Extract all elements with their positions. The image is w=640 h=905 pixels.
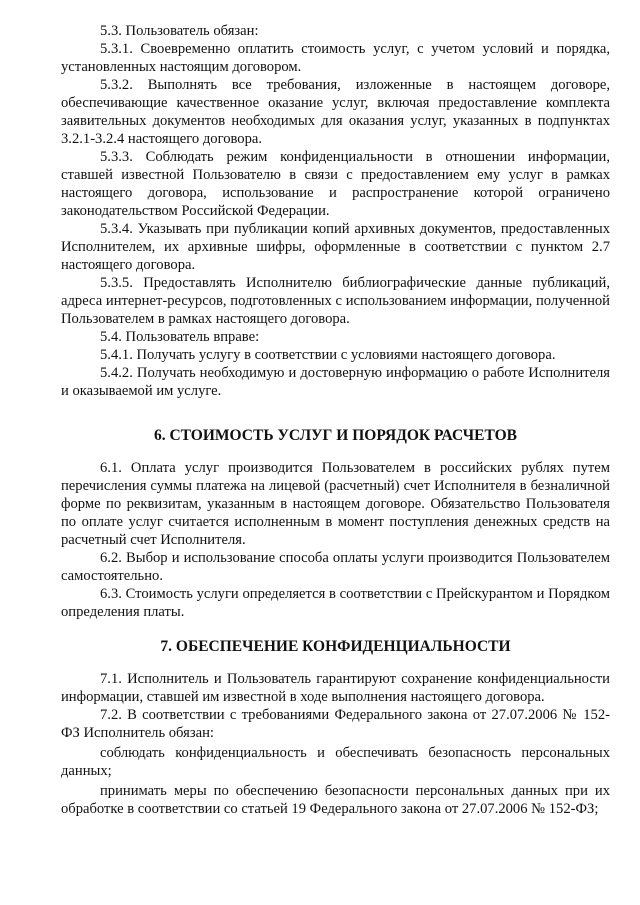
clause-5-3: 5.3. Пользователь обязан: (100, 23, 259, 39)
clause-5-3-3: 5.3.3. Соблюдать режим конфиденциальности в отношении информации, ставшей известной Пользователю в связи с предоставлением ему услуг в рамках настоящего договора, использование и распространение которой ограничено законодательством Российской Федерации. (61, 149, 610, 219)
clause-5-4-2: 5.4.2. Получать необходимую и достоверную информацию о работе Исполнителя и оказываемой им услуге. (61, 365, 610, 399)
clause-5-4-1: 5.4.1. Получать услугу в соответствии с условиями настоящего договора. (100, 347, 556, 363)
clause-7-1: 7.1. Исполнитель и Пользователь гарантируют сохранение конфиденциальности информации, ставшей им известной в ходе выполнения настоящего договора. (61, 671, 610, 705)
section-7-heading: 7. ОБЕСПЕЧЕНИЕ КОНФИДЕНЦИАЛЬНОСТИ (160, 638, 511, 655)
section-6-heading: 6. СТОИМОСТЬ УСЛУГ И ПОРЯДОК РАСЧЕТОВ (153, 427, 518, 444)
clause-5-3-4: 5.3.4. Указывать при публикации копий архивных документов, предоставленных Исполнителем, их архивные шифры, оформленные в соответствии с пунктом 2.7 настоящего договора. (61, 221, 610, 273)
clause-5-4: 5.4. Пользователь вправе: (100, 329, 260, 345)
clause-5-3-1: 5.3.1. Своевременно оплатить стоимость услуг, с учетом условий и порядка, установленных настоящим договором. (61, 41, 610, 75)
clause-7-2-item-1: соблюдать конфиденциальность и обеспечивать безопасность персональных данных; (61, 745, 610, 779)
clause-6-3: 6.3. Стоимость услуги определяется в соответствии с Прейскурантом и Порядком определения платы. (61, 586, 610, 620)
document-page (61, 22, 610, 818)
clause-6-1: 6.1. Оплата услуг производится Пользователем в российских рублях путем перечисления суммы платежа на лицевой (расчетный) счет Исполнителя в безналичной форме по реквизитам, указанным в настоящем договоре. Обязательство Пользователя по оплате услуг считается исполненным в момент поступления денежных средств на расчетный счет Исполнителя. (61, 460, 610, 548)
clause-5-3-2: 5.3.2. Выполнять все требования, изложенные в настоящем договоре, обеспечивающие качественное оказание услуг, включая предоставление комплекта заявительных документов необходимых для оказания услуг, указанных в подпунктах 3.2.1-3.2.4 настоящего договора. (61, 77, 610, 147)
clause-5-3-5: 5.3.5. Предоставлять Исполнителю библиографические данные публикаций, адреса интернет-ресурсов, подготовленных с использованием информации, полученной Пользователем в рамках настоящего договора. (61, 275, 610, 327)
clause-6-2: 6.2. Выбор и использование способа оплаты услуги производится Пользователем самостоятельно. (61, 550, 610, 584)
clause-7-2: 7.2. В соответствии с требованиями Федерального закона от 27.07.2006 № 152-ФЗ Исполнитель обязан: (61, 707, 610, 741)
clause-7-2-item-2: принимать меры по обеспечению безопасности персональных данных при их обработке в соответствии со статьей 19 Федерального закона от 27.07.2006 № 152-ФЗ; (61, 783, 610, 817)
